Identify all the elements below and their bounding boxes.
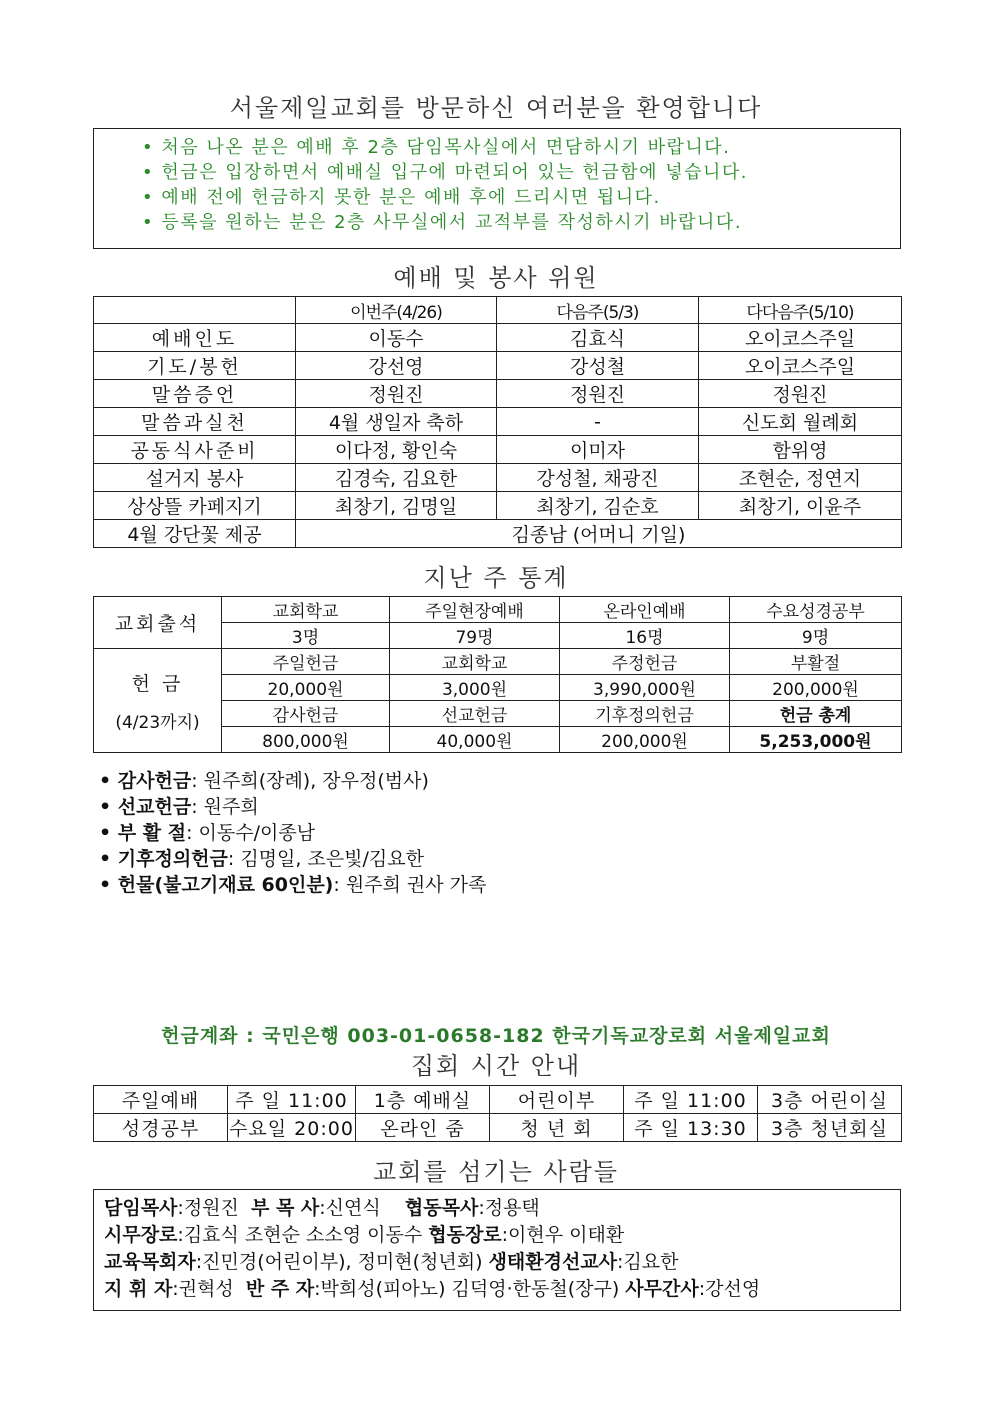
row-label: 4월 강단꽃 제공	[94, 520, 296, 548]
table-cell: 최창기, 이윤주	[699, 492, 902, 520]
staff-box	[93, 1189, 901, 1311]
stats-table	[93, 596, 902, 753]
table-cell: 성경공부	[94, 1114, 228, 1142]
offering-period: (4/23까지)	[115, 712, 200, 733]
table-cell: 정원진	[497, 380, 699, 408]
table-cell	[94, 297, 296, 324]
row-label: 설거지 봉사	[94, 464, 296, 492]
staff-role: 부 목 사	[250, 1197, 320, 1219]
stats-title: 지난 주 통계	[423, 564, 569, 592]
attendance-label: 교회출석	[94, 597, 222, 649]
offering-total: 5,253,000원	[730, 727, 902, 753]
table-row	[94, 464, 902, 492]
table-cell: 어린이부	[490, 1086, 624, 1114]
table-cell: 16명	[560, 623, 730, 649]
column-header: 헌금 총계	[730, 701, 902, 727]
column-header: 부활절	[730, 649, 902, 675]
note-label: • 부 활 절	[99, 822, 187, 844]
table-cell: 주 일 11:00	[624, 1086, 758, 1114]
welcome-line: • 예배 전에 헌금하지 못한 분은 예배 후에 드리시면 됩니다.	[142, 187, 661, 208]
table-cell: 김경숙, 김요한	[296, 464, 497, 492]
table-cell: 3,990,000원	[560, 675, 730, 701]
table-cell: -	[497, 408, 699, 436]
table-row	[94, 408, 902, 436]
staff-names: :박희성(피아노) 김덕영·한동철(장구)	[314, 1278, 626, 1300]
table-cell: 3명	[222, 623, 390, 649]
note-label: • 선교헌금	[99, 796, 192, 818]
table-cell: 강성철	[497, 352, 699, 380]
table-cell: 3,000원	[390, 675, 560, 701]
row-label: 말씀과실천	[94, 408, 296, 436]
table-cell: 최창기, 김순호	[497, 492, 699, 520]
service-table	[93, 296, 902, 548]
table-cell: 강선영	[296, 352, 497, 380]
row-label: 예배인도	[94, 324, 296, 352]
staff-names: :정용택	[478, 1197, 540, 1219]
offering-label-cell	[94, 649, 222, 753]
staff-role: 사무간사	[625, 1278, 699, 1300]
table-row	[94, 352, 902, 380]
column-header: 주일헌금	[222, 649, 390, 675]
table-cell: 3층 어린이실	[758, 1086, 902, 1114]
column-header: 선교헌금	[390, 701, 560, 727]
list-item	[99, 768, 486, 794]
table-cell: 4월 생일자 축하	[296, 408, 497, 436]
table-cell: 함위영	[699, 436, 902, 464]
row-label: 말씀증언	[94, 380, 296, 408]
meetings-title: 집회 시간 안내	[410, 1052, 582, 1080]
staff-names: :강선영	[698, 1278, 761, 1300]
column-header: 다다음주(5/10)	[699, 297, 902, 324]
table-cell: 신도회 월례회	[699, 408, 902, 436]
staff-names: :권혁성	[172, 1278, 246, 1300]
welcome-line: • 등록을 원하는 분은 2층 사무실에서 교적부를 작성하시기 바랍니다.	[142, 212, 743, 233]
table-cell: 20,000원	[222, 675, 390, 701]
row-label: 공동식사준비	[94, 436, 296, 464]
table-row	[94, 436, 902, 464]
note-text: : 원주희	[191, 796, 259, 818]
table-cell: 온라인 줌	[356, 1114, 490, 1142]
column-header: 다음주(5/3)	[497, 297, 699, 324]
table-cell: 수요일 20:00	[228, 1114, 356, 1142]
staff-names: :진민경(어린이부), 정미현(청년회)	[195, 1251, 489, 1273]
note-text: : 원주희(장례), 장우정(범사)	[191, 770, 429, 792]
table-cell: 800,000원	[222, 727, 390, 753]
table-cell: 79명	[390, 623, 560, 649]
note-text: : 원주희 권사 가족	[333, 874, 487, 896]
table-cell: 200,000원	[560, 727, 730, 753]
table-cell: 이다정, 황인숙	[296, 436, 497, 464]
table-row	[94, 492, 902, 520]
table-cell: 오이코스주일	[699, 352, 902, 380]
service-title: 예배 및 봉사 위원	[393, 264, 599, 292]
table-cell: 강성철, 채광진	[497, 464, 699, 492]
table-cell: 1층 예배실	[356, 1086, 490, 1114]
table-row	[94, 1086, 902, 1114]
staff-names: :김요한	[617, 1251, 679, 1273]
list-item	[99, 820, 486, 846]
welcome-line: • 처음 나온 분은 예배 후 2층 담임목사실에서 면담하시기 바랍니다.	[142, 137, 731, 158]
flower-provider: 김종남 (어머니 기일)	[296, 520, 902, 548]
table-cell: 정원진	[699, 380, 902, 408]
column-header: 교회학교	[222, 597, 390, 623]
table-row	[94, 520, 902, 548]
table-row	[94, 380, 902, 408]
table-cell: 200,000원	[730, 675, 902, 701]
column-header: 감사헌금	[222, 701, 390, 727]
staff-names: :김효식 조현순 소소영 이동수	[177, 1224, 429, 1246]
staff-line	[104, 1249, 900, 1276]
staff-title: 교회를 섬기는 사람들	[373, 1158, 619, 1186]
staff-role: 시무장로	[104, 1224, 178, 1246]
table-row	[94, 597, 902, 623]
column-header: 교회학교	[390, 649, 560, 675]
table-row	[94, 324, 902, 352]
staff-role: 지 휘 자	[104, 1278, 173, 1300]
staff-role: 협동목사	[404, 1197, 479, 1219]
staff-line	[104, 1195, 900, 1222]
column-header: 이번주(4/26)	[296, 297, 497, 324]
staff-line	[104, 1276, 900, 1303]
table-cell: 조현순, 정연지	[699, 464, 902, 492]
note-text: : 이동수/이종남	[186, 822, 316, 844]
table-cell: 이미자	[497, 436, 699, 464]
column-header: 주일현장예배	[390, 597, 560, 623]
column-header: 온라인예배	[560, 597, 730, 623]
note-label: • 감사헌금	[99, 770, 192, 792]
staff-names: :신연식	[319, 1197, 405, 1219]
table-row	[94, 649, 902, 675]
list-item	[99, 794, 486, 820]
staff-role: 담임목사	[104, 1197, 178, 1219]
note-label: • 헌물(불고기재료 60인분)	[99, 874, 334, 896]
note-label: • 기후정의헌금	[99, 848, 228, 870]
staff-names: :이현우 이태환	[501, 1224, 625, 1246]
table-cell: 주 일 13:30	[624, 1114, 758, 1142]
list-item	[99, 846, 486, 872]
column-header: 기후정의헌금	[560, 701, 730, 727]
row-label: 기도/봉헌	[94, 352, 296, 380]
staff-names: :정원진	[177, 1197, 251, 1219]
table-cell: 김효식	[497, 324, 699, 352]
table-cell: 40,000원	[390, 727, 560, 753]
staff-role: 반 주 자	[245, 1278, 315, 1300]
table-cell: 청 년 회	[490, 1114, 624, 1142]
staff-role: 생태환경선교사	[488, 1251, 618, 1273]
welcome-box	[93, 128, 901, 249]
table-cell: 최창기, 김명일	[296, 492, 497, 520]
staff-role: 교육목회자	[104, 1251, 196, 1273]
table-cell: 주일예배	[94, 1086, 228, 1114]
staff-line	[104, 1222, 900, 1249]
table-row	[94, 1114, 902, 1142]
column-header: 주정헌금	[560, 649, 730, 675]
table-cell: 9명	[730, 623, 902, 649]
row-label: 상상뜰 카페지기	[94, 492, 296, 520]
offering-label: 헌 금	[131, 672, 184, 695]
welcome-line: • 헌금은 입장하면서 예배실 입구에 마련되어 있는 헌금함에 넣습니다.	[142, 162, 748, 183]
table-cell: 이동수	[296, 324, 497, 352]
column-header: 수요성경공부	[730, 597, 902, 623]
table-cell: 정원진	[296, 380, 497, 408]
table-cell: 오이코스주일	[699, 324, 902, 352]
note-text: : 김명일, 조은빛/김요한	[227, 848, 424, 870]
welcome-title: 서울제일교회를 방문하신 여러분을 환영합니다	[229, 94, 763, 122]
meetings-table	[93, 1085, 902, 1142]
staff-role: 협동장로	[428, 1224, 502, 1246]
table-cell: 3층 청년회실	[758, 1114, 902, 1142]
offering-notes	[99, 768, 486, 898]
table-cell: 주 일 11:00	[228, 1086, 356, 1114]
offering-account: 헌금계좌 : 국민은행 003-01-0658-182 한국기독교장로회 서울제일교회	[161, 1025, 831, 1047]
list-item	[99, 872, 486, 898]
table-row	[94, 297, 902, 324]
